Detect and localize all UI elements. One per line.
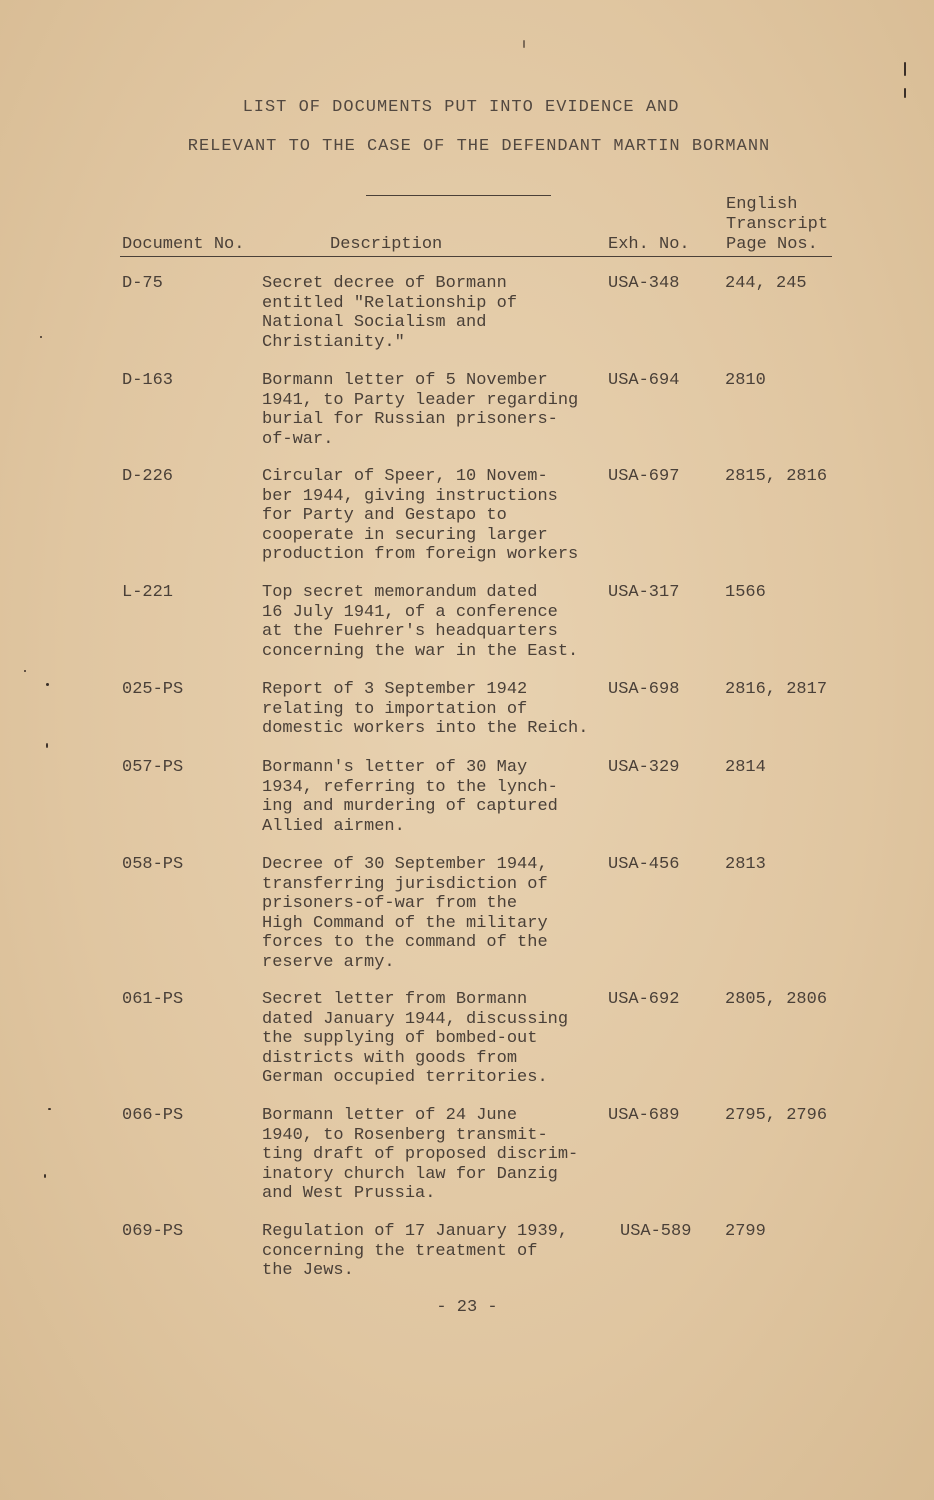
doc-number: D-226 [122, 467, 174, 486]
doc-number: 061-PS [122, 990, 184, 1009]
doc-description: Decree of 30 September 1944, transferring jurisdiction of prisoners-of-war from the High Command of the military forces to the command of the reserve army. [262, 855, 548, 972]
doc-number: 057-PS [122, 758, 184, 777]
paper-speck [48, 1108, 51, 1110]
exhibit-number: USA-329 [608, 758, 680, 777]
doc-number: D-163 [122, 371, 174, 390]
transcript-pages: 2810 [725, 371, 766, 390]
exhibit-number: USA-317 [608, 583, 680, 602]
transcript-pages: 2805, 2806 [725, 990, 828, 1009]
doc-description: Report of 3 September 1942 relating to importation of domestic workers into the Reich. [262, 680, 589, 738]
transcript-pages: 2795, 2796 [725, 1106, 828, 1125]
transcript-pages: 2815, 2816 [725, 467, 828, 486]
header-exh-no: Exh. No. [608, 235, 690, 254]
exhibit-number: USA-698 [608, 680, 680, 699]
doc-number: D-75 [122, 274, 163, 293]
paper-speck [40, 336, 42, 338]
transcript-pages: 2814 [725, 758, 766, 777]
doc-description: Top secret memorandum dated 16 July 1941, of a conference at the Fuehrer's headquarters concerning the war in the East. [262, 583, 579, 661]
header-document-no: Document No. [122, 235, 245, 254]
header-rule [120, 256, 832, 257]
doc-description: Bormann letter of 24 June 1940, to Rosenberg transmit- ting draft of proposed discrim- inatory church law for Danzig and West Prussia. [262, 1106, 579, 1203]
doc-description: Secret letter from Bormann dated January 1944, discussing the supplying of bombed-out districts with goods from German occupied territories. [262, 990, 569, 1087]
header-transcript-pages: English Transcript Page Nos. [726, 195, 829, 254]
title-underline [366, 195, 551, 196]
doc-number: L-221 [122, 583, 174, 602]
paper-speck [24, 670, 26, 672]
doc-description: Bormann letter of 5 November 1941, to Party leader regarding burial for Russian prisoners- of-war. [262, 371, 579, 449]
paper-speck [46, 683, 49, 686]
doc-description: Circular of Speer, 10 Novem- ber 1944, giving instructions for Party and Gestapo to cooperate in securing larger production from foreign workers [262, 467, 579, 564]
paper-mark [904, 88, 906, 98]
paper-mark [904, 62, 906, 76]
doc-number: 066-PS [122, 1106, 184, 1125]
transcript-pages: 2816, 2817 [725, 680, 828, 699]
exhibit-number: USA-697 [608, 467, 680, 486]
transcript-pages: 244, 245 [725, 274, 807, 293]
title-line-1: LIST OF DOCUMENTS PUT INTO EVIDENCE AND [242, 98, 680, 117]
doc-description: Regulation of 17 January 1939, concerning the treatment of the Jews. [262, 1222, 569, 1280]
title-line-2: RELEVANT TO THE CASE OF THE DEFENDANT MARTIN BORMANN [187, 137, 771, 156]
exhibit-number: USA-348 [608, 274, 680, 293]
paper-speck [44, 1174, 46, 1178]
doc-description: Bormann's letter of 30 May 1934, referring to the lynch- ing and murdering of captured Allied airmen. [262, 758, 558, 836]
transcript-pages: 2799 [725, 1222, 766, 1241]
header-description: Description [330, 235, 443, 254]
exhibit-number: USA-456 [608, 855, 680, 874]
page-number: - 23 - [436, 1298, 498, 1317]
paper-speck [46, 743, 48, 748]
doc-number: 025-PS [122, 680, 184, 699]
exhibit-number: USA-589 [620, 1222, 692, 1241]
transcript-pages: 1566 [725, 583, 766, 602]
paper-mark [523, 40, 525, 48]
doc-number: 069-PS [122, 1222, 184, 1241]
exhibit-number: USA-689 [608, 1106, 680, 1125]
doc-description: Secret decree of Bormann entitled "Relationship of National Socialism and Christianity." [262, 274, 518, 352]
exhibit-number: USA-694 [608, 371, 680, 390]
doc-number: 058-PS [122, 855, 184, 874]
exhibit-number: USA-692 [608, 990, 680, 1009]
transcript-pages: 2813 [725, 855, 766, 874]
